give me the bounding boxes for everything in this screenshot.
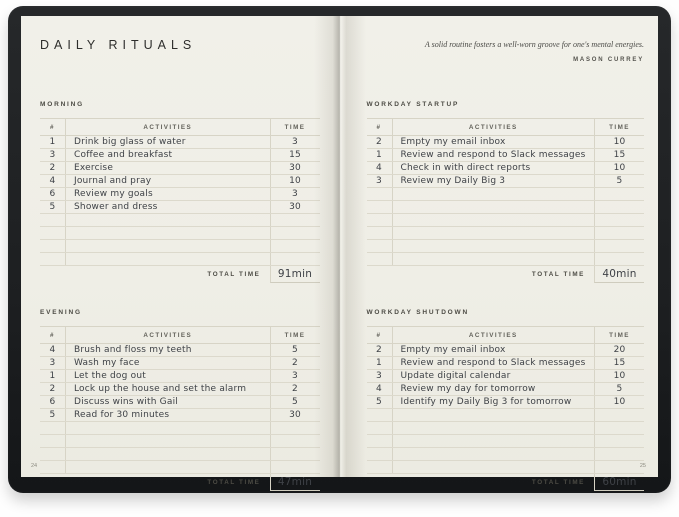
activity-cell <box>393 461 595 473</box>
table-row <box>367 461 645 474</box>
total-label: TOTAL TIME <box>207 479 261 486</box>
table-row <box>40 383 320 396</box>
time-cell: 10 <box>594 162 644 174</box>
table-row <box>40 214 320 227</box>
activity-cell <box>393 240 595 252</box>
time-cell: 5 <box>270 396 320 408</box>
row-number-cell <box>367 461 393 473</box>
activity-cell <box>393 253 595 265</box>
activity-cell <box>393 227 595 239</box>
table-row <box>367 435 645 448</box>
row-number-cell <box>367 253 393 265</box>
table-row <box>367 357 645 370</box>
row-number-cell: 5 <box>40 201 66 213</box>
table-row <box>367 227 645 240</box>
activity-cell <box>66 227 270 239</box>
table-row <box>367 344 645 357</box>
total-label: TOTAL TIME <box>531 479 585 486</box>
row-number-cell: 1 <box>40 370 66 382</box>
quote-text: A solid routine fosters a well-worn groove for one's mental energies. <box>424 40 644 49</box>
row-number-cell: 3 <box>367 175 393 187</box>
total-row <box>367 474 645 491</box>
table-row <box>40 396 320 409</box>
left-page <box>21 16 340 488</box>
activity-cell: Review and respond to Slack messages <box>400 150 586 160</box>
time-cell: 3 <box>270 136 320 148</box>
time-cell <box>270 461 320 473</box>
activity-cell: Brush and floss my teeth <box>74 345 192 355</box>
header-activities: ACTIVITIES <box>468 123 518 131</box>
page-title: DAILY RITUALS <box>40 38 197 52</box>
header-time: TIME <box>594 327 644 343</box>
table-row <box>40 253 320 266</box>
activity-cell: Empty my email inbox <box>400 137 506 147</box>
section-label: WORKDAY STARTUP <box>366 101 460 108</box>
activity-cell <box>66 461 270 473</box>
activity-cell: Let the dog out <box>74 371 146 381</box>
table-row <box>40 201 320 214</box>
row-number-cell <box>40 422 66 434</box>
row-number-cell: 4 <box>367 383 393 395</box>
row-number-cell: 4 <box>40 175 66 187</box>
row-number-cell <box>367 409 393 421</box>
activity-cell: Review my Daily Big 3 <box>400 176 506 186</box>
table-row <box>367 214 645 227</box>
table-row <box>40 409 320 422</box>
time-cell <box>594 227 644 239</box>
page-number-left: 24 <box>31 463 38 469</box>
table-row <box>40 227 320 240</box>
section-workday-startup <box>367 101 645 283</box>
table-row <box>367 201 645 214</box>
header-num: # <box>40 327 66 343</box>
total-label: TOTAL TIME <box>207 271 261 278</box>
time-cell: 5 <box>594 175 644 187</box>
time-cell <box>594 188 644 200</box>
table-row <box>367 448 645 461</box>
section-morning <box>40 101 320 283</box>
time-cell: 30 <box>270 201 320 213</box>
time-cell <box>270 240 320 252</box>
table-row <box>40 422 320 435</box>
row-number-cell: 3 <box>40 357 66 369</box>
row-number-cell <box>40 253 66 265</box>
row-number-cell: 3 <box>40 149 66 161</box>
table-row <box>367 188 645 201</box>
table-row <box>367 253 645 266</box>
header-time: TIME <box>594 119 644 135</box>
table-row <box>367 409 645 422</box>
time-cell: 3 <box>270 188 320 200</box>
activity-cell: Review my goals <box>74 189 153 199</box>
activity-cell: Exercise <box>74 163 114 173</box>
activity-cell <box>393 188 595 200</box>
time-cell <box>594 409 644 421</box>
time-cell <box>594 214 644 226</box>
total-value: 91min <box>270 266 320 283</box>
table-row <box>40 188 320 201</box>
time-cell <box>270 227 320 239</box>
row-number-cell <box>40 214 66 226</box>
time-cell: 10 <box>594 136 644 148</box>
activity-cell: Shower and dress <box>74 202 158 212</box>
table-row <box>40 149 320 162</box>
table-body <box>40 136 320 266</box>
table-header-row <box>367 326 645 344</box>
row-number-cell <box>40 240 66 252</box>
activity-cell <box>66 422 270 434</box>
row-number-cell <box>367 201 393 213</box>
total-row <box>367 266 645 283</box>
time-cell: 2 <box>270 357 320 369</box>
header-activities: ACTIVITIES <box>143 123 193 131</box>
table-row <box>40 448 320 461</box>
section-evening <box>40 309 320 491</box>
table-row <box>40 240 320 253</box>
table-row <box>367 383 645 396</box>
row-number-cell: 2 <box>40 162 66 174</box>
table-header-row <box>367 118 645 136</box>
time-cell <box>594 422 644 434</box>
row-number-cell: 5 <box>40 409 66 421</box>
row-number-cell: 4 <box>367 162 393 174</box>
section-label: WORKDAY SHUTDOWN <box>366 309 469 316</box>
total-value: 47min <box>270 474 320 491</box>
row-number-cell <box>367 422 393 434</box>
table-row <box>367 175 645 188</box>
row-number-cell <box>40 435 66 447</box>
time-cell: 30 <box>270 409 320 421</box>
row-number-cell: 4 <box>40 344 66 356</box>
activity-cell: Drink big glass of water <box>74 137 186 147</box>
activities-table <box>367 326 645 491</box>
time-cell: 3 <box>270 370 320 382</box>
header-activities: ACTIVITIES <box>143 331 193 339</box>
row-number-cell <box>40 227 66 239</box>
time-cell <box>594 435 644 447</box>
table-row <box>367 149 645 162</box>
time-cell <box>594 448 644 460</box>
activities-table <box>367 118 645 283</box>
row-number-cell <box>367 435 393 447</box>
activity-cell: Identify my Daily Big 3 for tomorrow <box>400 397 572 407</box>
header-time: TIME <box>270 119 320 135</box>
notebook-pages <box>21 16 658 488</box>
row-number-cell: 1 <box>367 357 393 369</box>
row-number-cell: 6 <box>40 396 66 408</box>
activity-cell: Review and respond to Slack messages <box>400 358 586 368</box>
notebook-cover <box>8 6 671 493</box>
table-row <box>40 175 320 188</box>
right-page-header <box>367 38 645 101</box>
time-cell <box>594 240 644 252</box>
total-value: 60min <box>594 474 644 491</box>
section-workday-shutdown <box>367 309 645 491</box>
table-row <box>367 396 645 409</box>
activity-cell: Coffee and breakfast <box>74 150 173 160</box>
header-activities: ACTIVITIES <box>468 331 518 339</box>
header-num: # <box>367 327 393 343</box>
row-number-cell <box>367 214 393 226</box>
time-cell <box>270 448 320 460</box>
time-cell <box>270 214 320 226</box>
activity-cell <box>393 435 595 447</box>
table-row <box>40 344 320 357</box>
table-body <box>367 136 645 266</box>
row-number-cell: 3 <box>367 370 393 382</box>
section-label: MORNING <box>40 101 85 108</box>
activity-cell: Journal and pray <box>74 176 152 186</box>
total-label: TOTAL TIME <box>531 271 585 278</box>
table-row <box>40 162 320 175</box>
table-body <box>367 344 645 474</box>
header-num: # <box>40 119 66 135</box>
time-cell <box>270 253 320 265</box>
activity-cell <box>66 435 270 447</box>
activity-cell: Empty my email inbox <box>400 345 506 355</box>
right-page <box>340 16 659 488</box>
activity-cell <box>393 201 595 213</box>
left-page-header <box>40 38 320 101</box>
table-row <box>40 461 320 474</box>
row-number-cell: 1 <box>40 136 66 148</box>
activity-cell: Discuss wins with Gail <box>74 397 178 407</box>
row-number-cell <box>40 448 66 460</box>
row-number-cell: 5 <box>367 396 393 408</box>
activity-cell <box>393 409 595 421</box>
activity-cell <box>393 448 595 460</box>
header-num: # <box>367 119 393 135</box>
time-cell: 15 <box>594 357 644 369</box>
table-row <box>367 162 645 175</box>
activity-cell <box>66 240 270 252</box>
activity-cell <box>66 448 270 460</box>
time-cell <box>594 201 644 213</box>
time-cell: 2 <box>270 383 320 395</box>
time-cell: 10 <box>594 370 644 382</box>
table-row <box>367 422 645 435</box>
time-cell: 15 <box>594 149 644 161</box>
time-cell: 5 <box>594 383 644 395</box>
activity-cell: Update digital calendar <box>400 371 511 381</box>
table-row <box>367 136 645 149</box>
table-row <box>367 370 645 383</box>
activity-cell: Review my day for tomorrow <box>400 384 536 394</box>
time-cell: 10 <box>594 396 644 408</box>
activity-cell <box>66 214 270 226</box>
time-cell <box>594 461 644 473</box>
row-number-cell: 6 <box>40 188 66 200</box>
table-body <box>40 344 320 474</box>
row-number-cell: 2 <box>367 136 393 148</box>
section-label: EVENING <box>40 309 82 316</box>
activity-cell <box>393 422 595 434</box>
row-number-cell: 2 <box>40 383 66 395</box>
total-value: 40min <box>594 266 644 283</box>
row-number-cell <box>367 227 393 239</box>
table-row <box>40 370 320 383</box>
row-number-cell <box>367 448 393 460</box>
activity-cell <box>66 253 270 265</box>
activity-cell: Read for 30 minutes <box>74 410 170 420</box>
table-row <box>40 357 320 370</box>
row-number-cell: 2 <box>367 344 393 356</box>
total-row <box>40 266 320 283</box>
quote-attribution: MASON CURREY <box>573 57 644 63</box>
table-header-row <box>40 118 320 136</box>
activity-cell: Lock up the house and set the alarm <box>74 384 247 394</box>
total-row <box>40 474 320 491</box>
time-cell <box>270 422 320 434</box>
row-number-cell <box>367 240 393 252</box>
time-cell: 15 <box>270 149 320 161</box>
activity-cell: Wash my face <box>74 358 140 368</box>
time-cell: 5 <box>270 344 320 356</box>
time-cell <box>594 253 644 265</box>
table-header-row <box>40 326 320 344</box>
page-number-right: 25 <box>639 463 646 469</box>
time-cell <box>270 435 320 447</box>
table-row <box>40 136 320 149</box>
table-row <box>367 240 645 253</box>
row-number-cell <box>40 461 66 473</box>
table-row <box>40 435 320 448</box>
row-number-cell: 1 <box>367 149 393 161</box>
activity-cell: Check in with direct reports <box>400 163 531 173</box>
row-number-cell <box>367 188 393 200</box>
header-time: TIME <box>270 327 320 343</box>
activity-cell <box>393 214 595 226</box>
time-cell: 10 <box>270 175 320 187</box>
activities-table <box>40 326 320 491</box>
time-cell: 20 <box>594 344 644 356</box>
time-cell: 30 <box>270 162 320 174</box>
activities-table <box>40 118 320 283</box>
